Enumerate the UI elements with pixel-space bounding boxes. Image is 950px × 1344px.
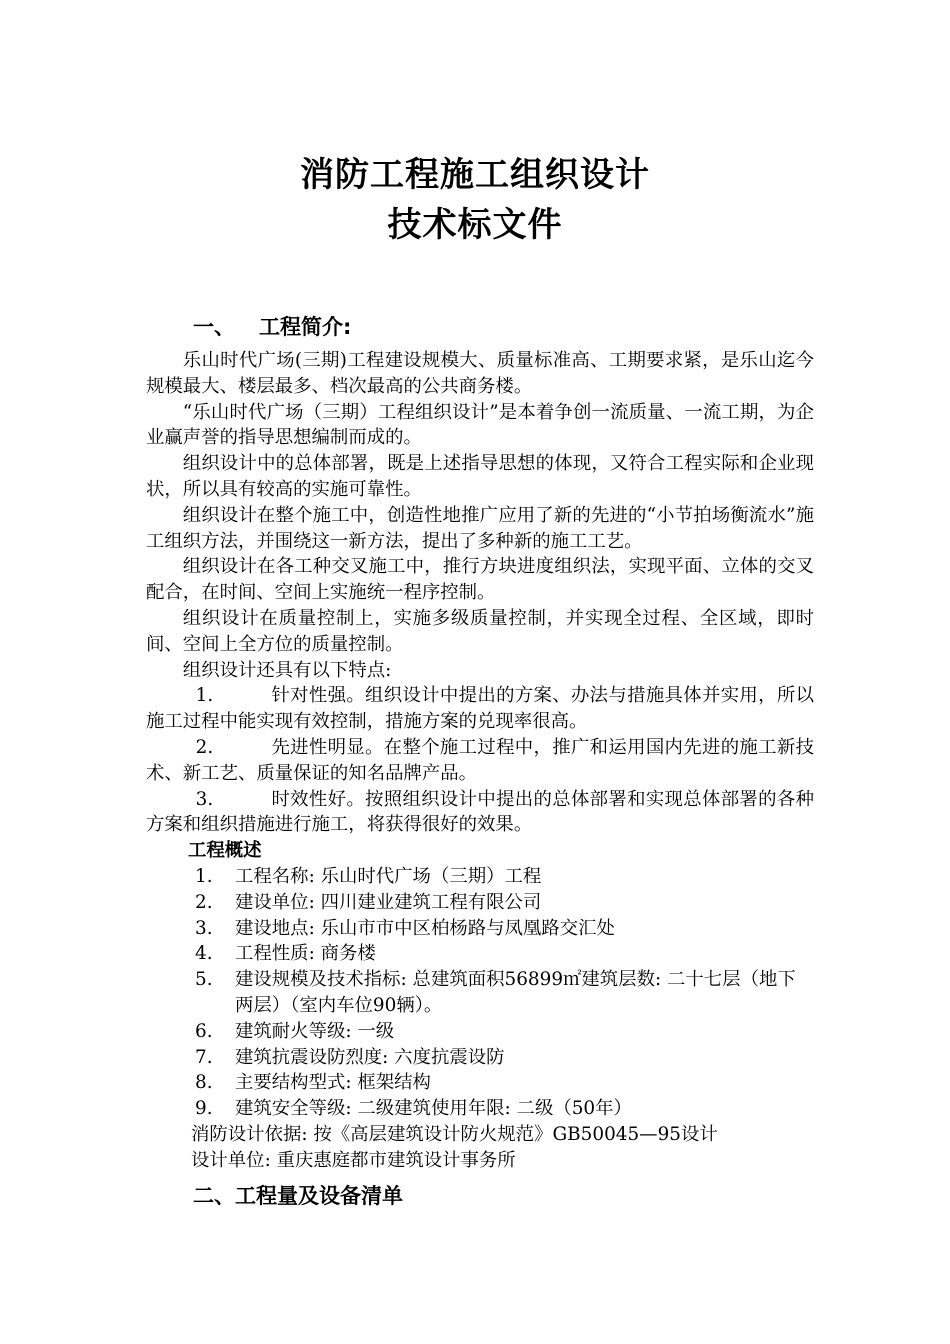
section-number: 一、 <box>193 315 235 339</box>
paragraph: “乐山时代广场（三期）工程组织设计”是本着争创一流质量、一流工期，为企业赢声誉的指导思想编制而成的。 <box>146 401 814 449</box>
overview-number: 8. <box>195 1072 213 1094</box>
feature-item <box>146 683 814 735</box>
overview-number: 2. <box>195 891 213 913</box>
overview-heading: 工程概述 <box>188 840 262 862</box>
overview-number: 9. <box>195 1098 213 1120</box>
overview-number: 6. <box>195 1020 213 1042</box>
overview-text: 建筑抗震设防烈度: 六度抗震设防 <box>235 1046 505 1068</box>
overview-text: 主要结构型式: 框架结构 <box>235 1072 431 1094</box>
feature-text: 针对性强。组织设计中提出的方案、办法与措施具体并实用，所以施工过程中能实现有效控制，措施方案的兑现率很高。 <box>146 685 814 733</box>
overview-text: 建设单位: 四川建业建筑工程有限公司 <box>235 891 542 913</box>
feature-number: 2. <box>195 736 214 758</box>
overview-number: 5. <box>195 969 213 991</box>
overview-item <box>146 1096 814 1122</box>
overview-item <box>146 890 814 916</box>
overview-number: 3. <box>195 917 213 939</box>
overview-text: 工程性质: 商务楼 <box>235 943 376 965</box>
feature-item <box>146 787 814 839</box>
paragraph: 乐山时代广场(三期)工程建设规模大、质量标准高、工期要求紧，是乐山迄今规模最大、楼层最多、档次最高的公共商务楼。 <box>146 350 814 397</box>
overview-item <box>146 967 814 1019</box>
feature-number: 3. <box>195 788 214 810</box>
paragraph: 组织设计还具有以下特点: <box>182 659 392 681</box>
document-title: 消防工程施工组织设计 <box>300 155 650 195</box>
overview-number: 7. <box>195 1046 213 1068</box>
overview-item <box>146 916 814 942</box>
overview-number: 1. <box>195 865 213 887</box>
document-body <box>146 348 814 1174</box>
paragraph: 组织设计在质量控制上，实施多级质量控制，并实现全过程、全区域，即时间、空间上全方位的质量控制。 <box>146 607 814 655</box>
overview-text: 建筑安全等级: 二级建筑使用年限: 二级（50年） <box>235 1098 632 1120</box>
overview-number: 4. <box>195 943 213 965</box>
document-subtitle: 技术标文件 <box>387 205 563 245</box>
feature-number: 1. <box>195 685 214 707</box>
paragraph: 组织设计在各工种交叉施工中，推行方块进度组织法，实现平面、立体的交叉配合，在时间、空间上实施统一程序控制。 <box>146 556 814 604</box>
overview-item <box>146 1070 814 1096</box>
feature-text: 时效性好。按照组织设计中提出的总体部署和实现总体部署的各种方案和组织措施进行施工，将获得很好的效果。 <box>146 788 814 836</box>
section-heading-quantities: 二、工程量及设备清单 <box>193 1184 403 1208</box>
fire-design-basis: 消防设计依据: 按《高层建筑设计防火规范》GB50045—95设计 <box>191 1123 718 1145</box>
paragraph: 组织设计中的总体部署，既是上述指导思想的体现，又符合工程实际和企业现状，所以具有较高的实施可靠性。 <box>146 453 814 500</box>
overview-text: 建设规模及技术指标: 总建筑面积56899㎡建筑层数: 二十七层（地下两层）（室内车位90辆）。 <box>235 969 796 1016</box>
paragraph: 组织设计在整个施工中，创造性地推广应用了新的先进的“小节拍场衡流水”施工组织方法，并围绕这一新方法，提出了多种新的施工工艺。 <box>146 504 814 552</box>
design-unit: 设计单位: 重庆惠庭都市建筑设计事务所 <box>191 1149 516 1171</box>
feature-text: 先进性明显。在整个施工过程中，推广和运用国内先进的施工新技术、新工艺、质量保证的知名品牌产品。 <box>146 736 814 784</box>
overview-list <box>146 864 814 1122</box>
section-heading-project-intro <box>193 314 351 340</box>
feature-item <box>146 735 814 787</box>
overview-item <box>146 1045 814 1071</box>
overview-text: 建筑耐火等级: 一级 <box>235 1020 395 1042</box>
section-label: 工程简介: <box>259 315 352 339</box>
overview-item <box>146 941 814 967</box>
overview-item <box>146 1019 814 1045</box>
overview-text: 工程名称: 乐山时代广场（三期）工程 <box>235 865 542 887</box>
overview-text: 建设地点: 乐山市市中区柏杨路与凤凰路交汇处 <box>235 917 615 939</box>
overview-item <box>146 864 814 890</box>
